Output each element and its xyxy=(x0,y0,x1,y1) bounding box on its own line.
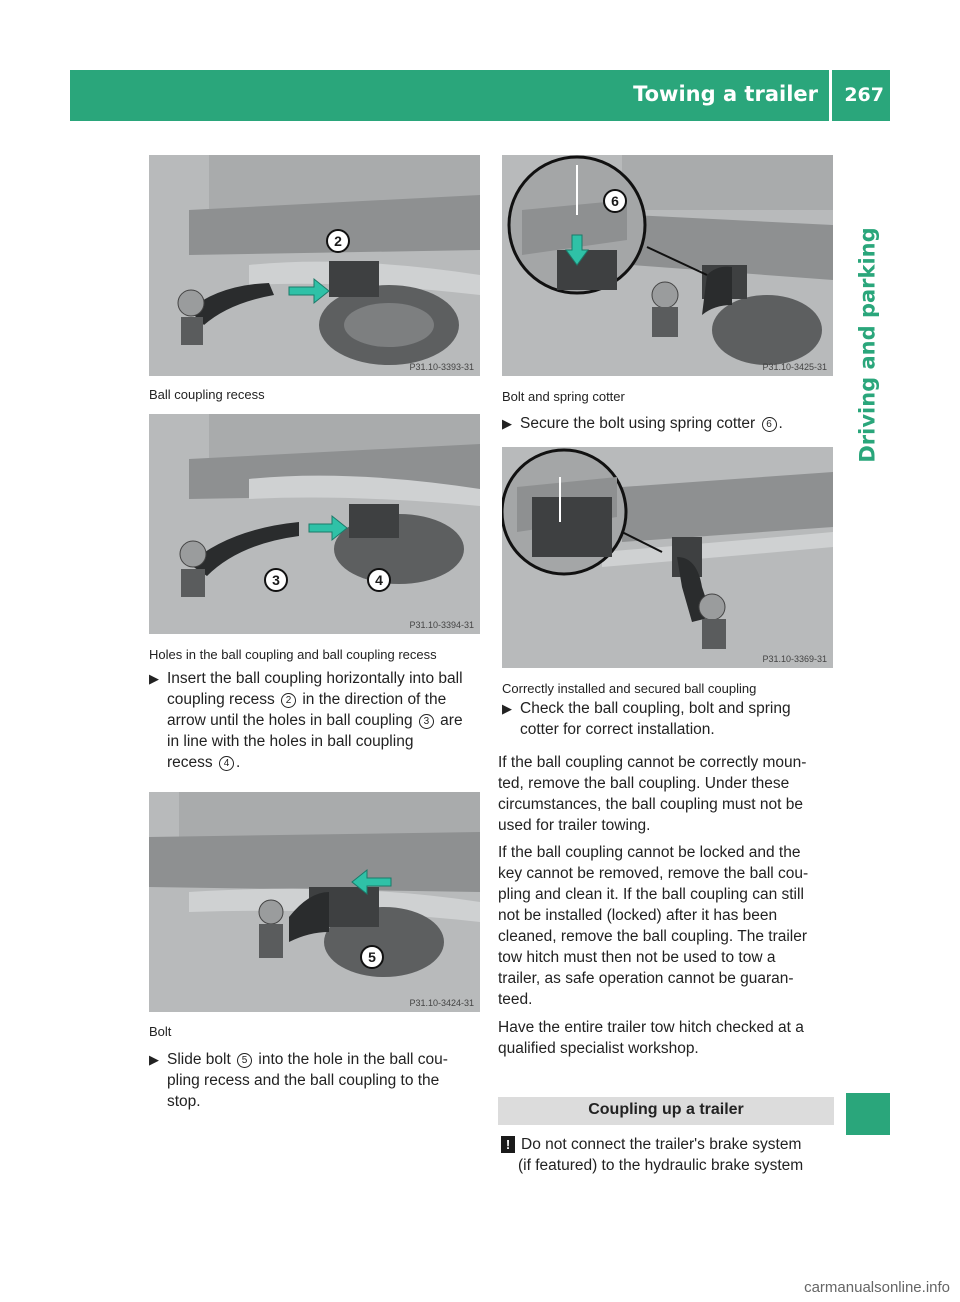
callout-2: 2 xyxy=(326,229,350,253)
figure-caption: Holes in the ball coupling and ball coupling recess xyxy=(149,647,437,662)
callout-6: 6 xyxy=(603,189,627,213)
side-tab-marker xyxy=(846,1093,890,1135)
figure-holes xyxy=(149,414,480,634)
warning-icon: ! xyxy=(501,1136,515,1153)
callout-ref-icon: 5 xyxy=(237,1053,252,1068)
figure-code: P31.10-3394-31 xyxy=(409,620,474,630)
figure-code: P31.10-3393-31 xyxy=(409,362,474,372)
paragraph: If the ball coupling cannot be locked and the key cannot be removed, remove the ball cou- pling and clean it. If the ball coupling can still not be installed (locked) after it has been cleaned, remove the ball coupling. The trailer tow hitch must then not be used to tow a trailer, as safe operation cannot be guaran- teed. xyxy=(498,844,809,1008)
instruction-step: ▶ Slide bolt 5 into the hole in the ball cou- pling recess and the ball coupling to the stop. xyxy=(149,1051,448,1110)
page-number: 267 xyxy=(844,84,884,106)
figure-code: P31.10-3369-31 xyxy=(762,654,827,664)
warning-text: Do not connect the trailer's brake system xyxy=(521,1136,802,1153)
paragraph: If the ball coupling cannot be correctly moun- ted, remove the ball coupling. Under these circumstances, the ball coupling must not be used for trailer towing. xyxy=(498,754,807,834)
bullet-arrow-icon: ▶ xyxy=(149,671,159,686)
figure-code: P31.10-3425-31 xyxy=(762,362,827,372)
figure-code: P31.10-3424-31 xyxy=(409,998,474,1008)
instruction-step: ▶ Insert the ball coupling horizontally into ball coupling recess 2 in the direction of the arrow until the holes in ball coupling 3 are in line with the holes in ball coupling recess 4 . xyxy=(149,670,463,771)
section-heading-box xyxy=(498,1097,834,1125)
section-header-title: Towing a trailer xyxy=(633,82,818,106)
section-heading: Coupling up a trailer xyxy=(588,1101,744,1118)
bullet-arrow-icon: ▶ xyxy=(502,701,512,716)
header-divider xyxy=(829,70,832,121)
callout-5: 5 xyxy=(360,945,384,969)
paragraph: Have the entire trailer tow hitch checked at a qualified specialist workshop. xyxy=(498,1019,804,1057)
side-tab-label: Driving and parking xyxy=(856,227,880,463)
bullet-arrow-icon: ▶ xyxy=(502,416,512,431)
watermark: carmanualsonline.info xyxy=(804,1279,950,1296)
callout-3: 3 xyxy=(264,568,288,592)
callout-4: 4 xyxy=(367,568,391,592)
bullet-arrow-icon: ▶ xyxy=(149,1052,159,1067)
callout-ref-icon: 4 xyxy=(219,756,234,771)
figure-bolt-and-spring-cotter xyxy=(502,155,833,376)
figure-caption: Bolt and spring cotter xyxy=(502,389,625,404)
instruction-step: ▶ Check the ball coupling, bolt and spring cotter for correct installation. xyxy=(502,700,791,738)
figure-bolt xyxy=(149,792,480,1012)
figure-caption: Correctly installed and secured ball coupling xyxy=(502,681,757,696)
callout-ref-icon: 6 xyxy=(762,417,777,432)
header-bar xyxy=(70,70,890,121)
warning-text-continued: (if featured) to the hydraulic brake system xyxy=(518,1157,804,1174)
side-tab-label-box xyxy=(846,227,890,463)
instruction-step: ▶ Secure the bolt using spring cotter 6 . xyxy=(502,415,783,432)
callout-ref-icon: 3 xyxy=(419,714,434,729)
callout-ref-icon: 2 xyxy=(281,693,296,708)
figure-ball-coupling-recess xyxy=(149,155,480,376)
figure-caption: Bolt xyxy=(149,1024,172,1039)
figure-caption: Ball coupling recess xyxy=(149,387,265,402)
figure-correctly-installed xyxy=(502,447,833,668)
